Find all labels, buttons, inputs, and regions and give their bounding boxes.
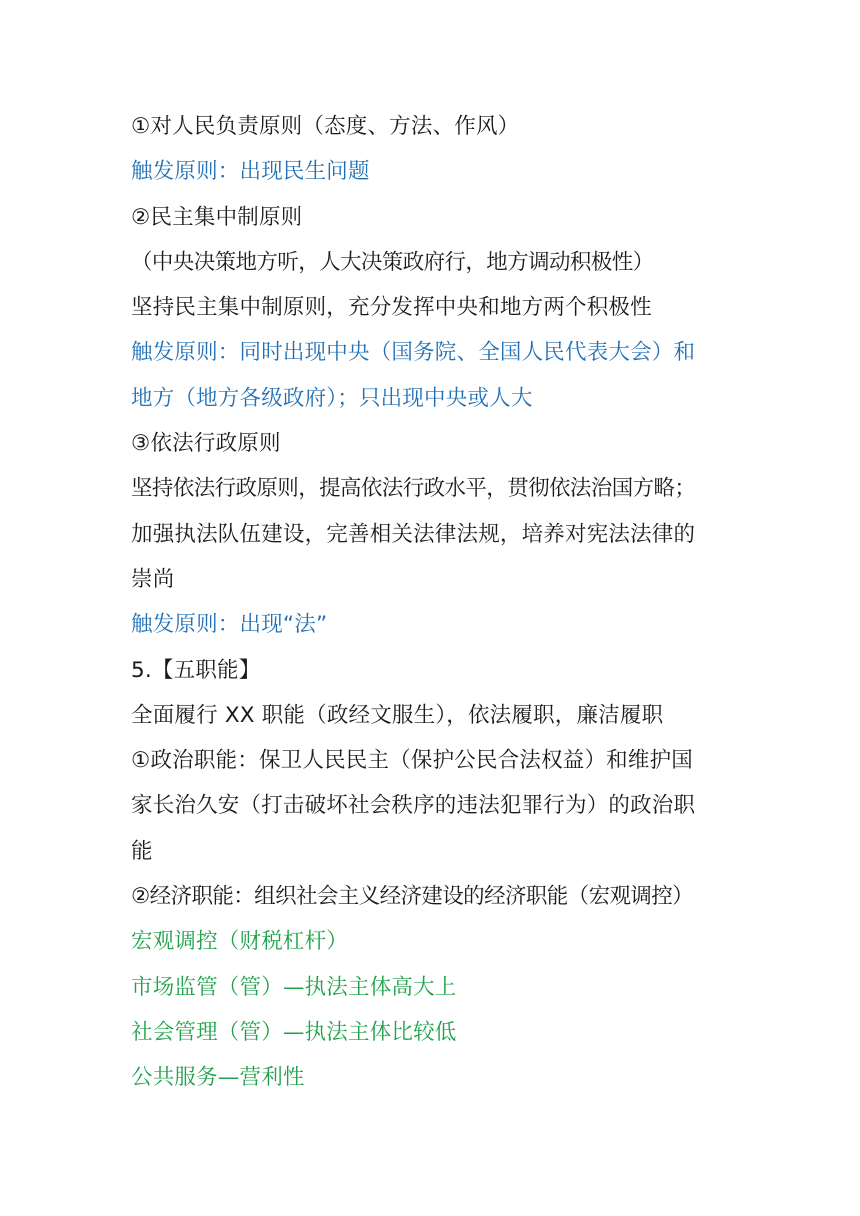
trigger-principle-line: 地方（地方各级政府）；只出现中央或人大 — [131, 385, 533, 411]
function-item-line: 宏观调控（财税杠杆） — [131, 929, 349, 955]
trigger-principle-line: 触发原则：出现“法” — [131, 612, 328, 638]
text-line: 崇尚 — [131, 566, 175, 592]
text-line: （中央决策地方听，人大决策政府行，地方调动积极性） — [131, 249, 654, 275]
section-heading: 5.【五职能】 — [131, 657, 261, 683]
text-line: 家长治久安（打击破坏社会秩序的违法犯罪行为）的政治职 — [131, 793, 696, 819]
function-item-line: 市场监管（管）—执法主体高大上 — [131, 974, 457, 1000]
document-body — [131, 104, 741, 1101]
function-item-line: 公共服务—营利性 — [131, 1065, 305, 1091]
text-line: ②民主集中制原则 — [131, 204, 303, 230]
text-line: 加强执法队伍建设，完善相关法律法规，培养对宪法法律的 — [131, 521, 696, 547]
text-line: ②经济职能：组织社会主义经济建设的经济职能（宏观调控） — [131, 884, 694, 910]
text-line: 能 — [131, 838, 153, 864]
text-line: 全面履行 XX 职能（政经文服生），依法履职，廉洁履职 — [131, 702, 664, 728]
text-line: ③依法行政原则 — [131, 431, 281, 457]
trigger-principle-line: 触发原则：同时出现中央（国务院、全国人民代表大会）和 — [131, 340, 696, 366]
trigger-principle-line: 触发原则：出现民生问题 — [131, 159, 370, 185]
text-line: 坚持民主集中制原则，充分发挥中央和地方两个积极性 — [131, 295, 652, 321]
text-line: 坚持依法行政原则，提高依法行政水平，贯彻依法治国方略； — [131, 476, 696, 502]
text-line: ①政治职能：保卫人民民主（保护公民合法权益）和维护国 — [131, 748, 693, 774]
function-item-line: 社会管理（管）—执法主体比较低 — [131, 1019, 457, 1045]
text-line: ①对人民负责原则（态度、方法、作风） — [131, 114, 520, 139]
